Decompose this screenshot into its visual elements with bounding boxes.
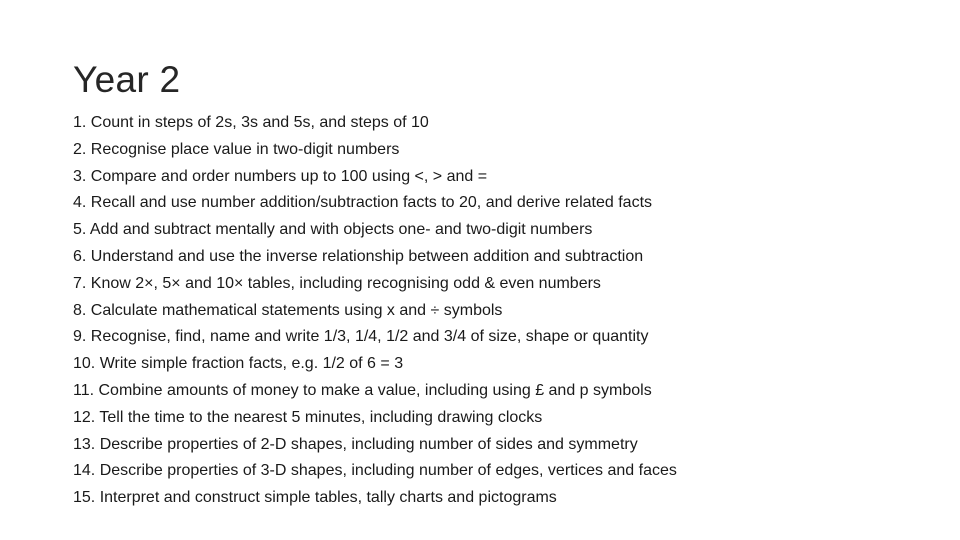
list-item: 8. Calculate mathematical statements using x and ÷ symbols xyxy=(73,301,503,319)
list-item: 2. Recognise place value in two-digit numbers xyxy=(73,140,400,158)
list-item: 7. Know 2×, 5× and 10× tables, including recognising odd & even numbers xyxy=(73,274,601,292)
list-item: 12. Tell the time to the nearest 5 minutes, including drawing clocks xyxy=(73,408,543,426)
list-item: 1. Count in steps of 2s, 3s and 5s, and steps of 10 xyxy=(73,114,429,131)
list-item: 5. Add and subtract mentally and with objects one- and two-digit numbers xyxy=(73,221,593,239)
list-item: 4. Recall and use number addition/subtraction facts to 20, and derive related facts xyxy=(73,194,653,212)
list-item: 14. Describe properties of 3-D shapes, including number of edges, vertices and faces xyxy=(73,462,677,480)
list-item: 6. Understand and use the inverse relationship between addition and subtraction xyxy=(73,247,644,265)
objectives-list xyxy=(73,110,933,512)
slide-title: Year 2 xyxy=(73,59,181,100)
list-item: 11. Combine amounts of money to make a value, including using £ and p symbols xyxy=(73,381,652,399)
list-item: 9. Recognise, find, name and write 1/3, 1/4, 1/2 and 3/4 of size, shape or quantity xyxy=(73,328,649,346)
list-item: 3. Compare and order numbers up to 100 using <, > and = xyxy=(73,167,488,185)
list-item: 15. Interpret and construct simple tables, tally charts and pictograms xyxy=(73,489,557,507)
list-item: 10. Write simple fraction facts, e.g. 1/2 of 6 = 3 xyxy=(73,355,404,373)
list-item: 13. Describe properties of 2-D shapes, including number of sides and symmetry xyxy=(73,435,638,453)
